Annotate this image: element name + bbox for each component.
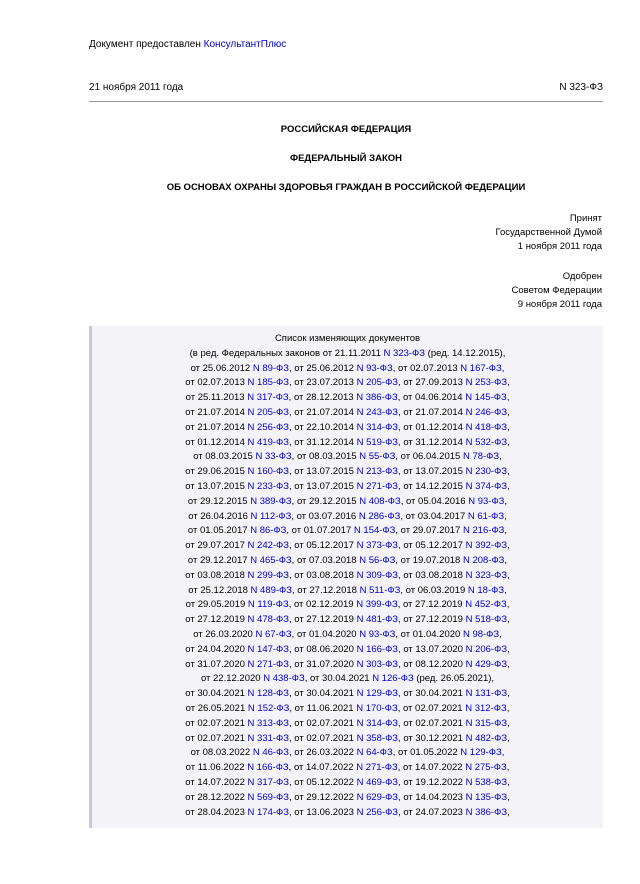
amending-law-link[interactable]: N 208-ФЗ: [462, 554, 505, 566]
amending-law-link[interactable]: N 253-ФЗ: [465, 377, 508, 389]
provided-by-text: Документ предоставлен: [89, 39, 201, 50]
amending-text: ,: [507, 377, 510, 389]
amending-law-link[interactable]: N 174-ФЗ: [247, 806, 290, 818]
amending-documents-line: [92, 672, 603, 687]
amending-text: , от 31.12.2014: [289, 436, 357, 448]
amending-text: , от 03.07.2016: [291, 510, 359, 522]
amending-law-link[interactable]: N 18-ФЗ: [467, 584, 505, 596]
amending-text: ,: [507, 688, 510, 700]
amending-text: от 31.07.2020: [185, 658, 248, 670]
law-number: N 323-ФЗ: [559, 82, 603, 93]
amending-text: ,: [504, 510, 507, 522]
amending-text: ,: [499, 628, 502, 640]
amending-documents-line: [92, 347, 603, 362]
amending-text: , от 05.12.2022: [289, 776, 357, 788]
amending-documents-line: [92, 613, 603, 628]
amending-text: , от 24.07.2023: [398, 806, 466, 818]
amending-law-link[interactable]: N 205-ФЗ: [356, 377, 399, 389]
amending-text: ,: [501, 747, 505, 759]
amending-text: ,: [507, 776, 510, 788]
amending-documents-list: [92, 347, 603, 821]
amending-law-link[interactable]: N 152-ФЗ: [247, 702, 290, 714]
amending-documents-line: [92, 569, 603, 584]
amending-law-link[interactable]: N 233-ФЗ: [247, 480, 290, 492]
amending-law-link[interactable]: N 313-ФЗ: [247, 717, 290, 729]
amending-documents-line: [92, 643, 603, 658]
amending-text: ,: [507, 540, 510, 552]
amending-text: от 01.05.2017: [187, 525, 251, 537]
amending-text: от 26.03.2020: [193, 628, 256, 640]
amending-text: , от 08.03.2015: [291, 451, 360, 463]
amending-text: ,: [507, 569, 510, 581]
amending-text: от 13.07.2015: [185, 480, 248, 492]
amending-text: , от 02.07.2021: [289, 732, 357, 744]
amending-text: , от 29.12.2022: [289, 791, 357, 803]
amending-law-link[interactable]: N 93-ФЗ: [356, 362, 393, 374]
amending-text: , от 13.06.2023: [289, 806, 357, 818]
amending-text: , от 13.07.2020: [398, 643, 466, 655]
amending-text: , от 11.06.2021: [289, 702, 357, 714]
amending-law-link[interactable]: N 323-ФЗ: [465, 569, 508, 581]
amending-text: , от 28.12.2013: [288, 392, 357, 404]
amending-law-link[interactable]: N 374-ФЗ: [465, 480, 508, 492]
amending-law-link[interactable]: N 128-ФЗ: [247, 688, 290, 700]
amending-text: от 24.04.2020: [185, 643, 248, 655]
amending-law-link[interactable]: N 481-ФЗ: [356, 614, 399, 626]
amending-law-link[interactable]: N 511-ФЗ: [359, 584, 401, 596]
amending-text: ,: [504, 584, 507, 596]
amending-law-link[interactable]: N 303-ФЗ: [356, 658, 399, 670]
amending-documents-heading: Список изменяющих документов: [274, 333, 421, 344]
amending-text: от 25.11.2013: [185, 392, 248, 404]
approved-body: Советом Федерации: [511, 285, 602, 296]
amending-text: , от 03.04.2017: [400, 510, 468, 522]
amending-text: , от 08.06.2020: [289, 643, 357, 655]
amending-law-link[interactable]: N 67-ФЗ: [255, 628, 292, 640]
amending-text: ,: [507, 658, 510, 670]
amending-documents-line: [92, 495, 603, 510]
amending-law-link[interactable]: N 55-ФЗ: [359, 451, 396, 463]
amending-documents-line: [92, 391, 603, 406]
amending-law-link[interactable]: N 205-ФЗ: [247, 406, 290, 418]
amending-text: от 02.07.2013: [185, 377, 248, 389]
amending-law-link[interactable]: N 271-ФЗ: [356, 762, 398, 774]
amending-law-link[interactable]: N 112-ФЗ: [250, 510, 292, 522]
amending-law-link[interactable]: N 56-ФЗ: [359, 554, 396, 566]
amending-law-link[interactable]: N 256-ФЗ: [247, 421, 290, 433]
amending-law-link[interactable]: N 478-ФЗ: [247, 614, 290, 626]
amending-law-link[interactable]: N 358-ФЗ: [356, 732, 399, 744]
amending-text: от 03.08.2018: [185, 569, 248, 581]
amending-documents-line: [92, 702, 603, 717]
amending-law-link[interactable]: N 399-ФЗ: [356, 599, 398, 611]
amending-documents-line: [92, 746, 603, 761]
amending-text: ,: [506, 762, 510, 774]
amending-documents-line: [92, 510, 603, 525]
law-type-title: ФЕДЕРАЛЬНЫЙ ЗАКОН: [289, 153, 402, 164]
amending-law-link[interactable]: N 271-ФЗ: [356, 480, 399, 492]
amending-text: ,: [504, 554, 508, 566]
amending-documents-line: [92, 465, 603, 480]
amending-text: , от 06.03.2019: [400, 584, 468, 596]
amending-text: , от 30.04.2021: [289, 688, 357, 700]
amending-text: от 25.06.2012: [190, 362, 253, 374]
amending-law-link[interactable]: N 438-ФЗ: [263, 673, 305, 685]
amending-text: , от 27.12.2018: [292, 584, 360, 596]
amending-text: , от 27.09.2013: [398, 377, 466, 389]
amending-law-link[interactable]: N 64-ФЗ: [356, 747, 393, 759]
amending-text: ,: [507, 806, 510, 818]
amending-text: ,: [506, 702, 510, 714]
amending-law-link[interactable]: N 452-ФЗ: [465, 599, 507, 611]
amending-documents-line: [92, 480, 603, 495]
amending-law-link[interactable]: N 271-ФЗ: [247, 658, 290, 670]
amending-text: , от 13.07.2015: [289, 480, 357, 492]
date-number-line: [89, 82, 603, 94]
amending-law-link[interactable]: N 489-ФЗ: [250, 584, 293, 596]
amending-law-link[interactable]: N 145-ФЗ: [465, 392, 507, 404]
amending-documents-line: [92, 806, 603, 821]
amending-text: от 27.12.2019: [185, 614, 248, 626]
amending-text: , от 21.07.2014: [398, 406, 466, 418]
amending-law-link[interactable]: N 216-ФЗ: [462, 525, 505, 537]
amending-text: , от 01.05.2022: [392, 747, 461, 759]
approved-block: [512, 270, 603, 312]
amending-text: от 29.12.2017: [187, 554, 251, 566]
amending-law-link[interactable]: N 532-ФЗ: [465, 436, 508, 448]
amending-documents-line: [92, 362, 603, 377]
amending-text: ,: [507, 717, 510, 729]
amending-law-link[interactable]: N 78-ФЗ: [462, 451, 500, 463]
amending-law-link[interactable]: N 518-ФЗ: [465, 614, 508, 626]
amending-text: , от 23.07.2013: [289, 377, 357, 389]
amending-law-link[interactable]: N 129-ФЗ: [356, 688, 399, 700]
amending-law-link[interactable]: N 242-ФЗ: [247, 540, 290, 552]
amending-text: , от 21.07.2014: [289, 406, 357, 418]
amending-documents-line: [92, 628, 603, 643]
amending-law-link[interactable]: N 61-ФЗ: [467, 510, 505, 522]
amending-text: от 01.12.2014: [185, 436, 248, 448]
amending-law-link[interactable]: N 147-ФЗ: [247, 643, 290, 655]
amending-text: , от 27.12.2019: [289, 614, 357, 626]
amending-documents-line: [92, 406, 603, 421]
amending-law-link[interactable]: N 98-ФЗ: [462, 628, 500, 640]
amending-law-link[interactable]: N 418-ФЗ: [465, 421, 508, 433]
amending-text: , от 05.04.2016: [400, 495, 469, 507]
country-title: РОССИЙСКАЯ ФЕДЕРАЦИЯ: [280, 124, 412, 135]
amending-text: , от 06.04.2015: [395, 451, 463, 463]
amending-text: от 28.04.2023: [185, 806, 248, 818]
amending-law-link[interactable]: N 119-ФЗ: [247, 599, 289, 611]
amending-text: , от 02.12.2019: [288, 599, 357, 611]
amending-text: от 28.12.2022: [185, 791, 248, 803]
amending-text: ,: [501, 362, 505, 374]
amending-text: от 29.05.2019: [185, 599, 248, 611]
amending-text: , от 01.04.2020: [395, 628, 463, 640]
amending-documents-line: [92, 421, 603, 436]
amending-law-link[interactable]: N 243-ФЗ: [356, 406, 399, 418]
amending-law-link[interactable]: N 129-ФЗ: [460, 747, 502, 759]
amending-law-link[interactable]: N 93-ФЗ: [359, 628, 396, 640]
amending-text: от 14.07.2022: [185, 776, 248, 788]
amending-law-link[interactable]: N 469-ФЗ: [356, 776, 399, 788]
amending-text: от 21.07.2014: [185, 421, 248, 433]
amending-text: (ред. 14.12.2015),: [425, 347, 506, 359]
amending-documents-line: [92, 436, 603, 451]
amending-text: от 22.12.2020: [200, 673, 264, 685]
amending-text: ,: [504, 525, 508, 537]
amending-text: ,: [507, 643, 510, 655]
amending-law-link[interactable]: N 93-ФЗ: [468, 495, 505, 507]
amending-documents-line: [92, 761, 603, 776]
amending-law-link[interactable]: N 389-ФЗ: [250, 495, 292, 507]
amending-text: , от 03.08.2018: [398, 569, 466, 581]
amending-text: , от 19.12.2022: [398, 776, 466, 788]
amending-text: , от 02.07.2021: [289, 717, 357, 729]
amending-text: от 02.07.2021: [185, 732, 248, 744]
amending-documents-line: [92, 376, 603, 391]
amending-text: от 26.04.2016: [188, 510, 251, 522]
amending-text: , от 01.07.2017: [286, 525, 354, 537]
amending-text: ,: [504, 495, 508, 507]
amending-law-link[interactable]: N 312-ФЗ: [465, 702, 507, 714]
amending-law-link[interactable]: N 126-ФЗ: [372, 673, 414, 685]
amending-text: , от 30.04.2021: [398, 688, 466, 700]
amending-text: , от 14.07.2022: [288, 762, 357, 774]
amending-law-link[interactable]: N 86-ФЗ: [250, 525, 287, 537]
amending-documents-line: [92, 687, 603, 702]
amending-documents-line: [92, 524, 603, 539]
amending-text: ,: [507, 421, 510, 433]
amending-text: , от 31.12.2014: [398, 436, 466, 448]
amending-text: , от 29.12.2015: [291, 495, 360, 507]
amending-text: , от 27.12.2019: [397, 599, 466, 611]
amending-documents-line: [92, 598, 603, 613]
amending-documents-line: [92, 732, 603, 747]
amending-text: , от 02.07.2021: [397, 702, 466, 714]
amending-law-link[interactable]: N 166-ФЗ: [356, 643, 399, 655]
amending-text: , от 30.04.2021: [304, 673, 373, 685]
amending-text: от 26.05.2021: [185, 702, 248, 714]
amending-text: ,: [506, 392, 510, 404]
amending-text: , от 01.12.2014: [398, 421, 466, 433]
amending-law-link[interactable]: N 256-ФЗ: [356, 806, 399, 818]
amending-documents-line: [92, 658, 603, 673]
amending-law-link[interactable]: N 629-ФЗ: [356, 791, 399, 803]
amending-text: от 29.12.2015: [187, 495, 251, 507]
amending-law-link[interactable]: N 317-ФЗ: [247, 776, 290, 788]
amending-law-link[interactable]: N 465-ФЗ: [250, 554, 292, 566]
amending-law-link[interactable]: N 323-ФЗ: [383, 347, 426, 359]
amending-documents-line: [92, 450, 603, 465]
amending-text: от 08.03.2022: [190, 747, 253, 759]
amending-law-link[interactable]: N 314-ФЗ: [356, 421, 399, 433]
amending-text: , от 13.07.2015: [289, 466, 357, 478]
amending-law-link[interactable]: N 167-ФЗ: [460, 362, 502, 374]
amending-law-link[interactable]: N 135-ФЗ: [465, 791, 508, 803]
amending-documents-line: [92, 539, 603, 554]
amending-text: (ред. 26.05.2021),: [413, 673, 495, 685]
amending-text: , от 14.04.2023: [398, 791, 466, 803]
amending-law-link[interactable]: N 373-ФЗ: [356, 540, 399, 552]
amending-law-link[interactable]: N 160-ФЗ: [247, 466, 290, 478]
amending-law-link[interactable]: N 206-ФЗ: [465, 643, 508, 655]
amending-text: , от 27.12.2019: [398, 614, 466, 626]
amending-law-link[interactable]: N 131-ФЗ: [465, 688, 508, 700]
amending-law-link[interactable]: N 408-ФЗ: [359, 495, 401, 507]
header-divider: [89, 101, 603, 102]
amending-law-link[interactable]: N 429-ФЗ: [465, 658, 508, 670]
amending-text: от 08.03.2015: [193, 451, 256, 463]
amending-text: ,: [507, 732, 510, 744]
amending-law-link[interactable]: N 213-ФЗ: [356, 466, 399, 478]
amending-text: от 29.06.2015: [185, 466, 248, 478]
amending-text: от 11.06.2022: [185, 762, 248, 774]
amending-law-link[interactable]: N 89-ФЗ: [252, 362, 290, 374]
amending-text: , от 29.07.2017: [395, 525, 463, 537]
amending-text: ,: [507, 480, 510, 492]
amending-law-link[interactable]: N 185-ФЗ: [247, 377, 290, 389]
amending-text: от 21.07.2014: [185, 406, 248, 418]
amending-documents-line: [92, 554, 603, 569]
provided-by-line: [89, 39, 286, 51]
amending-text: , от 05.12.2017: [398, 540, 466, 552]
amending-documents-line: [92, 776, 603, 791]
amending-text: , от 04.06.2014: [397, 392, 466, 404]
amending-law-link[interactable]: N 299-ФЗ: [247, 569, 290, 581]
amending-law-link[interactable]: N 315-ФЗ: [465, 717, 508, 729]
amending-law-link[interactable]: N 154-ФЗ: [353, 525, 396, 537]
law-date: 21 ноября 2011 года: [89, 82, 184, 93]
amending-text: ,: [499, 451, 502, 463]
amending-law-link[interactable]: N 392-ФЗ: [465, 540, 508, 552]
amending-text: , от 19.07.2018: [395, 554, 463, 566]
amending-law-link[interactable]: N 46-ФЗ: [252, 747, 290, 759]
amending-law-link[interactable]: N 309-ФЗ: [356, 569, 399, 581]
amending-law-link[interactable]: N 482-ФЗ: [465, 732, 508, 744]
amending-text: (в ред. Федеральных законов от 21.11.2011: [189, 347, 384, 359]
amending-text: , от 03.08.2018: [289, 569, 357, 581]
amending-text: , от 14.07.2022: [397, 762, 466, 774]
amending-text: ,: [507, 614, 510, 626]
adopted-body: Государственной Думой: [495, 227, 602, 238]
amending-text: , от 08.12.2020: [398, 658, 466, 670]
amending-text: , от 05.12.2017: [289, 540, 357, 552]
amending-law-link[interactable]: N 331-ФЗ: [247, 732, 290, 744]
amending-text: , от 02.07.2021: [398, 717, 466, 729]
amending-law-link[interactable]: N 33-ФЗ: [255, 451, 292, 463]
amending-law-link[interactable]: N 246-ФЗ: [465, 406, 508, 418]
amending-documents-line: [92, 717, 603, 732]
amending-documents-box: [89, 326, 603, 828]
amending-law-link[interactable]: N 286-ФЗ: [358, 510, 401, 522]
amending-text: ,: [507, 406, 510, 418]
adopted-label: Принят: [569, 213, 602, 224]
amending-text: от 30.04.2021: [185, 688, 248, 700]
approved-date: 9 ноября 2011 года: [517, 299, 602, 310]
amending-law-link[interactable]: N 419-ФЗ: [247, 436, 290, 448]
amending-text: от 25.12.2018: [188, 584, 251, 596]
amending-documents-line: [92, 584, 603, 599]
amending-law-link[interactable]: N 519-ФЗ: [356, 436, 399, 448]
amending-text: , от 31.07.2020: [289, 658, 357, 670]
amending-text: , от 02.07.2013: [392, 362, 461, 374]
amending-text: , от 30.12.2021: [398, 732, 466, 744]
law-name-title: ОБ ОСНОВАХ ОХРАНЫ ЗДОРОВЬЯ ГРАЖДАН В РОССИЙСКОЙ ФЕДЕРАЦИИ: [166, 182, 526, 193]
amending-text: ,: [507, 466, 510, 478]
amending-text: ,: [507, 436, 510, 448]
amending-law-link[interactable]: N 314-ФЗ: [356, 717, 399, 729]
amending-text: , от 14.12.2015: [398, 480, 466, 492]
amending-text: , от 13.07.2015: [398, 466, 466, 478]
amending-law-link[interactable]: N 230-ФЗ: [465, 466, 508, 478]
amending-text: , от 22.10.2014: [289, 421, 357, 433]
amending-text: , от 01.04.2020: [291, 628, 360, 640]
amending-text: , от 25.06.2012: [289, 362, 357, 374]
amending-law-link[interactable]: N 170-ФЗ: [356, 702, 398, 714]
amending-law-link[interactable]: N 538-ФЗ: [465, 776, 508, 788]
amending-text: , от 07.03.2018: [291, 554, 360, 566]
amending-law-link[interactable]: N 166-ФЗ: [247, 762, 289, 774]
amending-law-link[interactable]: N 386-ФЗ: [356, 392, 398, 404]
amending-law-link[interactable]: N 569-ФЗ: [247, 791, 290, 803]
consultant-plus-link[interactable]: КонсультантПлюс: [203, 39, 287, 50]
adopted-date: 1 ноября 2011 года: [517, 241, 602, 252]
amending-text: от 02.07.2021: [185, 717, 248, 729]
amending-law-link[interactable]: N 386-ФЗ: [465, 806, 508, 818]
amending-documents-line: [92, 791, 603, 806]
approved-label: Одобрен: [562, 271, 602, 282]
amending-law-link[interactable]: N 317-ФЗ: [247, 392, 289, 404]
adopted-block: [495, 212, 602, 254]
amending-text: , от 26.03.2022: [289, 747, 357, 759]
amending-text: ,: [506, 599, 510, 611]
amending-law-link[interactable]: N 275-ФЗ: [465, 762, 507, 774]
amending-text: ,: [507, 791, 510, 803]
amending-text: от 29.07.2017: [185, 540, 248, 552]
